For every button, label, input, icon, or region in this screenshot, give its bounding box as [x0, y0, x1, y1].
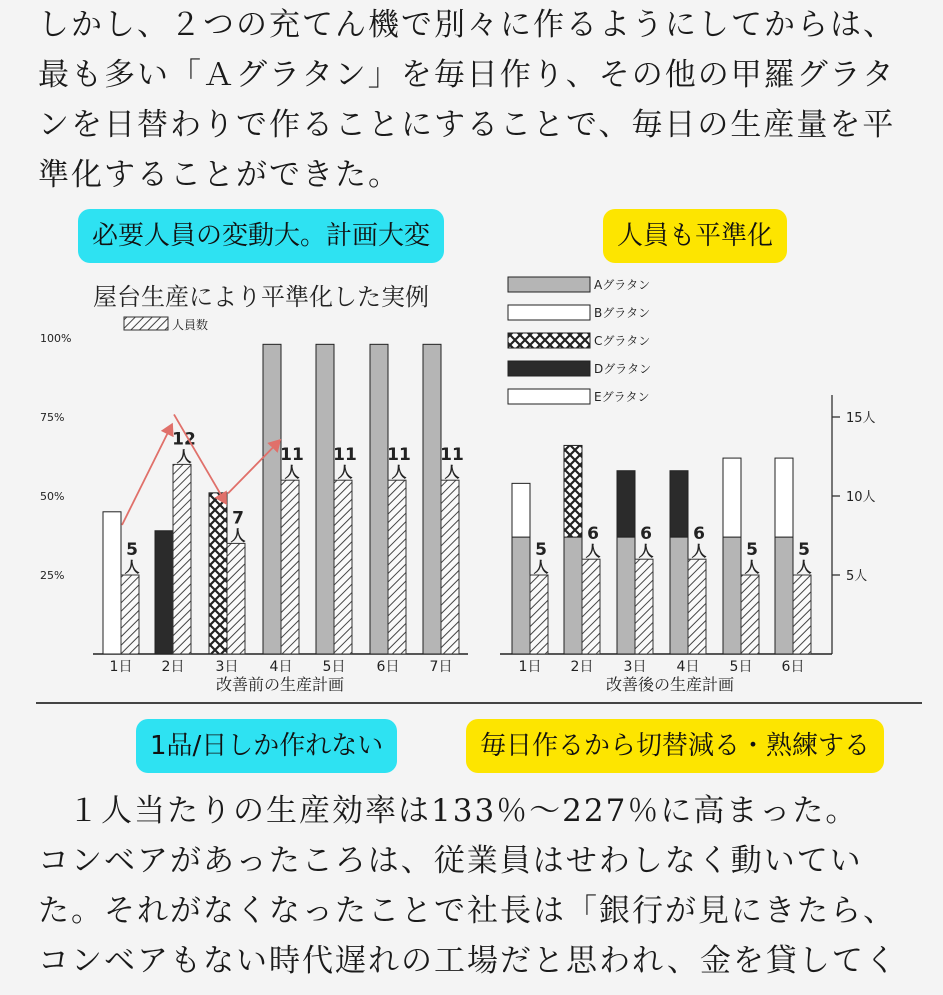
- legend-label-c: Cグラタン: [594, 334, 651, 348]
- x-tick-label-before: 1日: [109, 659, 133, 675]
- text-line: 準化することができた。: [38, 157, 401, 193]
- x-tick-label-after: 6日: [781, 659, 805, 675]
- worker-count-unit: 人: [124, 558, 140, 576]
- a-gratin-part-after: [512, 537, 530, 654]
- production-bar-before: [316, 344, 334, 654]
- worker-label-before: [387, 445, 411, 481]
- x-tick-label-before: 4日: [269, 659, 293, 675]
- workers-bar-after: [741, 575, 759, 654]
- other-gratin-part-after: [723, 458, 741, 537]
- left-axis-tick-label: 100%: [40, 332, 72, 345]
- legend-swatch-c: [508, 333, 590, 348]
- right-axis-tick-label: 5人: [846, 569, 868, 584]
- worker-count-number: 5: [126, 540, 138, 560]
- workers-bar-before: [173, 464, 191, 654]
- workers-legend-swatch: [124, 317, 168, 330]
- worker-label-after: [691, 524, 706, 560]
- worker-count-unit: 人: [176, 447, 192, 466]
- x-tick-label-before: 2日: [161, 659, 185, 675]
- x-axis-title-after: 改善後の生産計画: [605, 675, 735, 694]
- worker-count-number: 6: [587, 524, 599, 545]
- workers-bar-after: [635, 559, 653, 654]
- worker-count-number: 5: [798, 540, 810, 560]
- x-tick-label-before: 6日: [376, 659, 400, 675]
- other-gratin-part-after: [512, 483, 530, 537]
- other-gratin-part-after: [775, 458, 793, 537]
- worker-label-after: [585, 524, 600, 560]
- production-bar-before: [209, 493, 227, 654]
- worker-label-after: [533, 540, 548, 576]
- chart-title: 屋台生産により平準化した実例: [93, 283, 429, 311]
- workers-bar-after: [582, 559, 600, 654]
- a-gratin-part-after: [670, 537, 688, 654]
- worker-label-before: [124, 540, 139, 576]
- legend-swatch-b: [508, 305, 590, 320]
- worker-count-unit: 人: [284, 463, 300, 482]
- workers-bar-after: [793, 575, 811, 654]
- x-tick-label-after: 5日: [729, 659, 753, 675]
- worker-change-arrows: [122, 414, 280, 525]
- worker-count-number: 11: [440, 445, 464, 466]
- product-legend: [508, 277, 651, 404]
- workers-bar-before: [388, 480, 406, 654]
- production-bar-before: [103, 512, 121, 654]
- x-tick-label-after: 1日: [518, 659, 542, 675]
- text-line: 最も多い「Ａグラタン」を毎日作り、その他の甲羅グラタ: [38, 57, 896, 93]
- worker-count-number: 5: [746, 540, 758, 560]
- workers-bar-before: [281, 480, 299, 654]
- legend-label-b: Bグラタン: [594, 306, 651, 320]
- a-gratin-part-after: [723, 537, 741, 654]
- legend-label-e: Eグラタン: [594, 390, 650, 404]
- text-line: しかし、２つの充てん機で別々に作るようにしてからは、: [38, 7, 896, 43]
- other-gratin-part-after: [617, 471, 635, 537]
- note-after-leveled: 人員も平準化: [603, 209, 787, 263]
- workers-bar-before: [334, 480, 352, 654]
- x-tick-label-before: 7日: [429, 659, 453, 675]
- workers-bar-before: [441, 480, 459, 654]
- note-less-changeover: 毎日作るから切替減る・熟練する: [466, 719, 884, 773]
- a-gratin-part-after: [564, 537, 582, 654]
- leveling-chart: [0, 265, 943, 697]
- x-tick-label-after: 2日: [570, 659, 594, 675]
- worker-label-before: [333, 445, 357, 481]
- a-gratin-part-after: [775, 537, 793, 654]
- workers-legend: [124, 317, 208, 332]
- worker-count-unit: 人: [744, 558, 760, 576]
- worker-count-unit: 人: [585, 542, 601, 561]
- worker-label-after: [796, 540, 811, 576]
- worker-count-unit: 人: [691, 542, 707, 561]
- workers-bar-after: [688, 559, 706, 654]
- note-one-product: 1品/日しか作れない: [136, 719, 397, 773]
- legend-label-a: Aグラタン: [594, 278, 651, 292]
- production-bar-before: [155, 531, 173, 654]
- production-bar-before: [370, 344, 388, 654]
- legend-swatch-a: [508, 277, 590, 292]
- worker-count-unit: 人: [337, 463, 353, 482]
- right-axis-tick-label: 15人: [846, 411, 876, 426]
- worker-label-before: [230, 508, 245, 544]
- worker-label-after: [638, 524, 653, 560]
- workers-bar-before: [227, 543, 245, 654]
- worker-count-unit: 人: [391, 463, 407, 482]
- worker-count-number: 11: [333, 445, 357, 466]
- worker-count-number: 6: [640, 524, 652, 545]
- worker-count-number: 11: [387, 445, 411, 466]
- workers-legend-label: 人員数: [172, 318, 209, 332]
- production-bar-before: [263, 344, 281, 654]
- left-axis-tick-label: 25%: [40, 569, 65, 582]
- worker-count-unit: 人: [533, 558, 549, 576]
- worker-label-before: [280, 445, 304, 481]
- legend-swatch-d: [508, 361, 590, 376]
- left-axis-tick-label: 75%: [40, 411, 65, 424]
- legend-swatch-e: [508, 389, 590, 404]
- divider-line: [36, 702, 922, 704]
- note-before-variation: 必要人員の変動大。計画大変: [78, 209, 444, 263]
- worker-count-number: 6: [693, 524, 705, 545]
- paragraph-efficiency: １人当たりの生産効率は133％～227％に高まった。: [68, 793, 859, 829]
- legend-label-d: Dグラタン: [594, 362, 652, 376]
- production-bar-before: [423, 344, 441, 654]
- paragraph-conveyor: [38, 836, 918, 986]
- worker-change-arrow: [122, 424, 172, 525]
- x-tick-label-after: 3日: [623, 659, 647, 675]
- workers-bar-before: [121, 575, 139, 654]
- other-gratin-part-after: [564, 445, 582, 537]
- text-line: コンベアがあったころは、従業員はせわしなく動いてい: [38, 843, 863, 879]
- worker-label-after: [744, 540, 759, 576]
- workers-bar-after: [530, 575, 548, 654]
- text-line: コンベアもない時代遅れの工場だと思われ、金を貸してく: [38, 943, 898, 979]
- other-gratin-part-after: [670, 471, 688, 537]
- worker-count-unit: 人: [230, 526, 246, 545]
- right-axis-tick-label: 10人: [846, 490, 876, 505]
- x-tick-label-after: 4日: [676, 659, 700, 675]
- x-axis-title-before: 改善前の生産計画: [215, 675, 345, 694]
- worker-count-unit: 人: [638, 542, 654, 561]
- a-gratin-part-after: [617, 537, 635, 654]
- chart-bars: [103, 344, 812, 654]
- x-tick-label-before: 3日: [215, 659, 239, 675]
- worker-count-number: 12: [172, 429, 196, 450]
- text-line: ンを日替わりで作ることにすることで、毎日の生産量を平: [38, 107, 896, 143]
- worker-count-unit: 人: [444, 463, 460, 482]
- worker-label-before: [440, 445, 464, 481]
- worker-count-number: 11: [280, 445, 304, 466]
- worker-count-unit: 人: [796, 558, 812, 576]
- worker-count-number: 5: [535, 540, 547, 560]
- x-tick-label-before: 5日: [322, 659, 346, 675]
- text-line: た。それがなくなったことで社長は「銀行が見にきたら、: [38, 893, 896, 929]
- left-axis-tick-label: 50%: [40, 490, 65, 503]
- worker-count-number: 7: [232, 508, 244, 529]
- chart-x-labels: [110, 659, 805, 694]
- paragraph-intro: [38, 0, 918, 200]
